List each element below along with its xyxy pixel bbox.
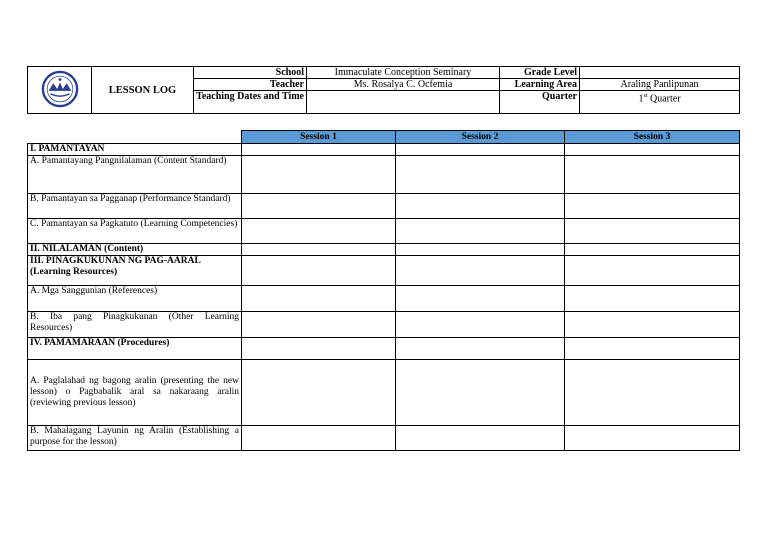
row-label: B. Mahalagang Layunin ng Aralin (Establishing a purpose for the lesson) [28, 426, 242, 451]
corner-cell [28, 131, 242, 144]
teacher-label: Teacher [194, 79, 307, 91]
row-label: A. Paglalahad ng bagong aralin (presenting the new lesson) o Pagbabalik aral sa nakaraang aralin (reviewing previous lesson) [28, 360, 242, 426]
session-cell[interactable] [565, 426, 740, 451]
session-cell[interactable] [565, 360, 740, 426]
quarter-ordinal: st [643, 93, 648, 99]
table-row [28, 426, 740, 451]
session-cell[interactable] [242, 156, 396, 194]
school-seal-logo [41, 70, 79, 108]
row-label: A. Pamantayang Pangnilalaman (Content Standard) [28, 156, 242, 194]
session-cell[interactable] [565, 256, 740, 286]
session-cell[interactable] [396, 360, 565, 426]
lesson-log-table [27, 130, 740, 451]
session-cell[interactable] [565, 286, 740, 312]
session-cell[interactable] [396, 156, 565, 194]
table-row [28, 256, 740, 286]
quarter-number: 1 [638, 93, 644, 105]
session-cell[interactable] [396, 338, 565, 360]
school-label: School [194, 67, 307, 79]
table-row [28, 144, 740, 156]
table-row [28, 360, 740, 426]
session-cell[interactable] [565, 194, 740, 219]
table-row [28, 286, 740, 312]
table-row [28, 312, 740, 338]
row-label: B. Iba pang Pinagkukunan (Other Learning Resources) [28, 312, 242, 338]
header-table [27, 66, 740, 114]
session-cell[interactable] [242, 244, 396, 256]
teaching-dates-value [307, 91, 500, 114]
session-cell[interactable] [396, 144, 565, 156]
row-label: I. PAMANTAYAN [28, 144, 242, 156]
session-cell[interactable] [396, 244, 565, 256]
session-cell[interactable] [396, 194, 565, 219]
session-cell[interactable] [242, 286, 396, 312]
session-cell[interactable] [396, 426, 565, 451]
quarter-word: Quarter [647, 93, 681, 105]
session-cell[interactable] [242, 144, 396, 156]
table-row [28, 156, 740, 194]
row-label: III. PINAGKUKUNAN NG PAG-AARAL (Learning Resources) [28, 256, 242, 286]
session-cell[interactable] [242, 219, 396, 244]
session-cell[interactable] [565, 156, 740, 194]
session-cell[interactable] [565, 338, 740, 360]
session-cell[interactable] [242, 312, 396, 338]
session-cell[interactable] [565, 312, 740, 338]
teaching-dates-label: Teaching Dates and Time [194, 91, 307, 114]
learning-area-value: Araling Panlipunan [580, 79, 740, 91]
table-row [28, 338, 740, 360]
learning-area-label: Learning Area [500, 79, 580, 91]
session-cell[interactable] [242, 338, 396, 360]
table-row [28, 244, 740, 256]
session-cell[interactable] [565, 244, 740, 256]
teacher-value: Ms. Rosalya C. Ocfemia [307, 79, 500, 91]
session-2-header: Session 2 [396, 131, 565, 144]
session-cell[interactable] [396, 286, 565, 312]
row-label: B. Pamantayan sa Pagganap (Performance Standard) [28, 194, 242, 219]
quarter-label: Quarter [500, 91, 580, 114]
session-cell[interactable] [396, 219, 565, 244]
session-cell[interactable] [242, 194, 396, 219]
table-row [28, 219, 740, 244]
row-label: C. Pamantayan sa Pagkatuto (Learning Competencies) [28, 219, 242, 244]
grade-level-value [580, 67, 740, 79]
session-cell[interactable] [565, 219, 740, 244]
session-cell[interactable] [242, 426, 396, 451]
session-3-header: Session 3 [565, 131, 740, 144]
session-cell[interactable] [396, 256, 565, 286]
session-cell[interactable] [565, 144, 740, 156]
session-1-header: Session 1 [242, 131, 396, 144]
page-title: LESSON LOG [92, 67, 194, 114]
row-label: II. NILALAMAN (Content) [28, 244, 242, 256]
logo-cell [28, 67, 92, 114]
session-cell[interactable] [242, 256, 396, 286]
school-value: Immaculate Conception Seminary [307, 67, 500, 79]
session-cell[interactable] [396, 312, 565, 338]
row-label: A. Mga Sanggunian (References) [28, 286, 242, 312]
quarter-value [580, 91, 740, 114]
session-cell[interactable] [242, 360, 396, 426]
table-row [28, 194, 740, 219]
grade-level-label: Grade Level [500, 67, 580, 79]
row-label: IV. PAMAMARAAN (Procedures) [28, 338, 242, 360]
